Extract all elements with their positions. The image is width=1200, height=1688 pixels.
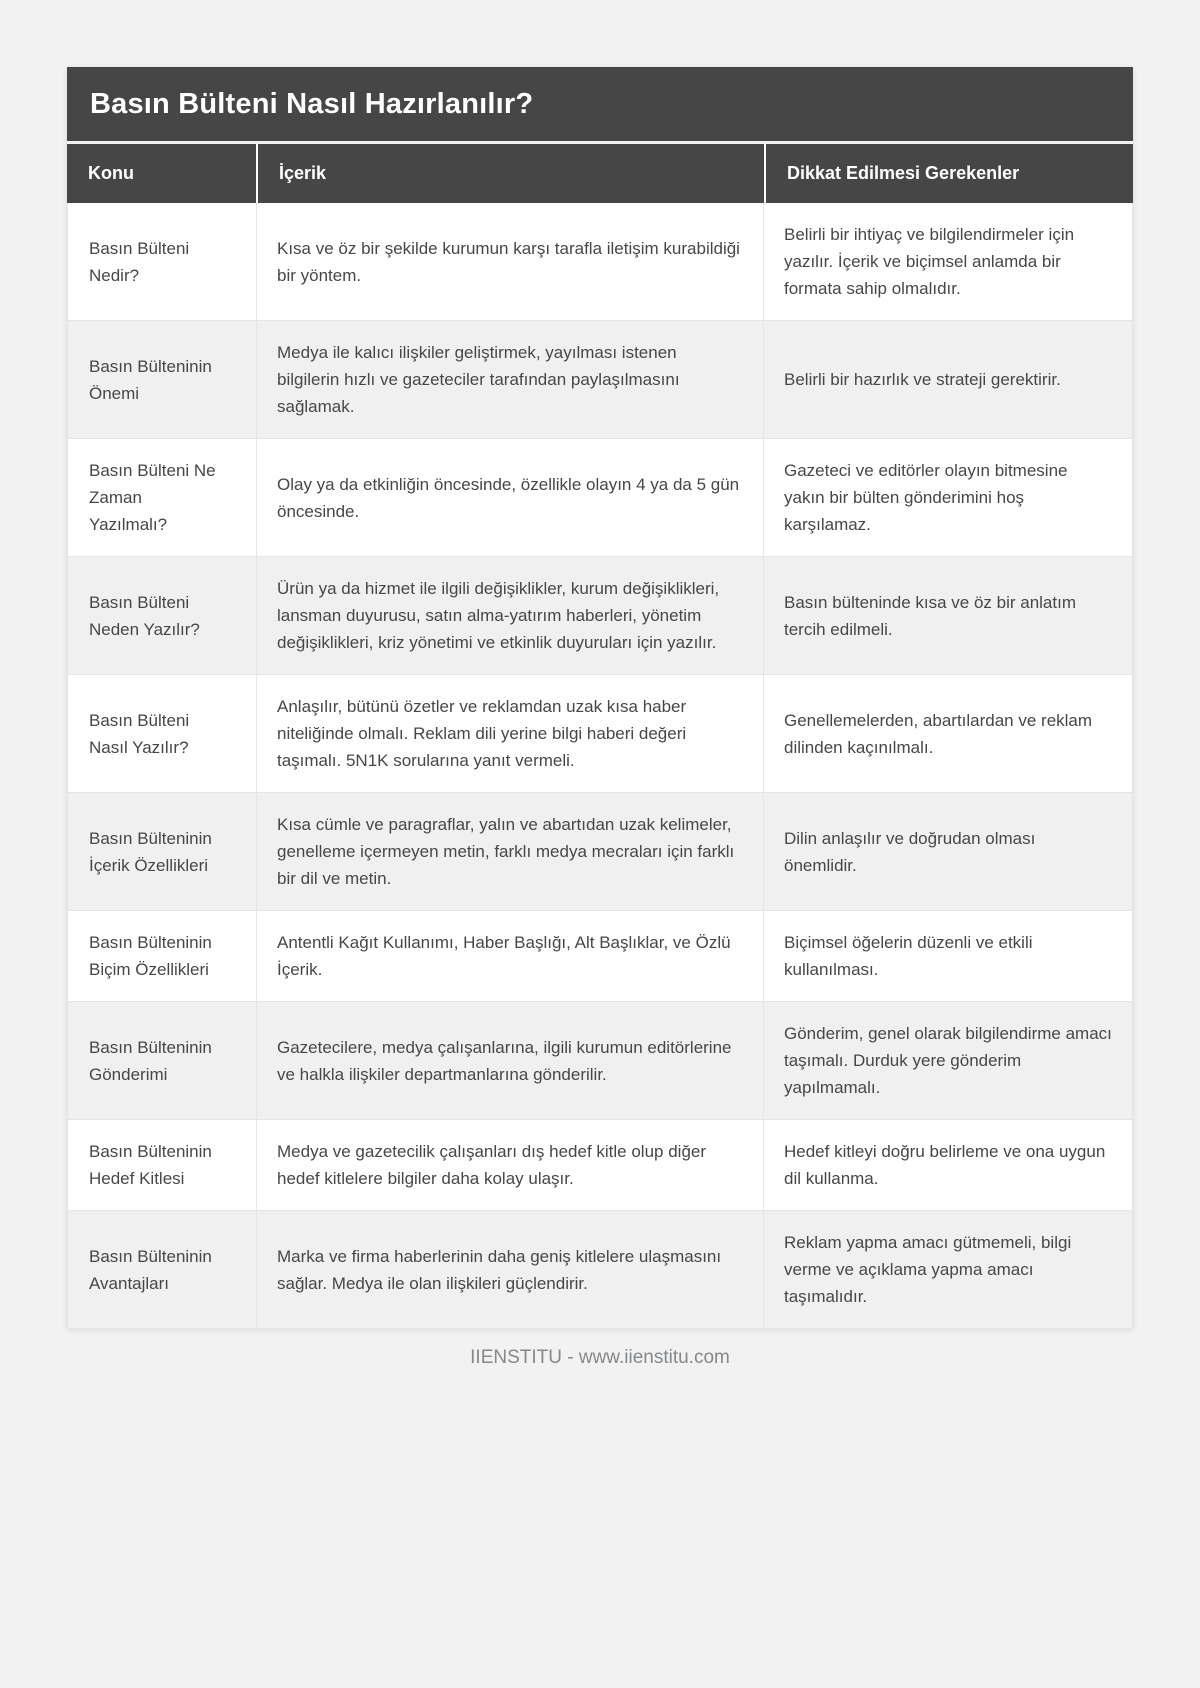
cell-content: Olay ya da etkinliğin öncesinde, özellikle olayın 4 ya da 5 gün öncesinde. xyxy=(256,439,763,556)
table-row xyxy=(68,203,1132,321)
cell-topic: Basın Bülteninin Gönderimi xyxy=(89,1037,212,1084)
cell-content: Antentli Kağıt Kullanımı, Haber Başlığı, Alt Başlıklar, ve Özlü İçerik. xyxy=(256,911,763,1001)
cell-attention: Gazeteci ve editörler olayın bitmesine yakın bir bülten gönderimini hoş karşılamaz. xyxy=(763,439,1132,556)
column-header-icerik: İçerik xyxy=(256,144,764,203)
table-body xyxy=(67,203,1133,1329)
cell-topic: Basın Bülteninin Hedef Kitlesi xyxy=(89,1142,212,1188)
footer-credit: IIENSTITU - www.iienstitu.com xyxy=(470,1347,730,1368)
table-row xyxy=(68,1002,1132,1120)
page-title: Basın Bülteni Nasıl Hazırlanılır? xyxy=(90,87,534,120)
cell-content: Kısa ve öz bir şekilde kurumun karşı tarafla iletişim kurabildiği bir yöntem. xyxy=(256,203,763,320)
cell-topic: Basın Bülteni Nasıl Yazılır? xyxy=(89,710,190,757)
cell-attention: Belirli bir ihtiyaç ve bilgilendirmeler için yazılır. İçerik ve biçimsel anlamda bir formata sahip olmalıdır. xyxy=(763,203,1132,320)
table-row xyxy=(68,1211,1132,1328)
press-release-guide-card xyxy=(67,67,1133,1329)
cell-attention: Gönderim, genel olarak bilgilendirme amacı taşımalı. Durduk yere gönderim yapılmamalı. xyxy=(763,1002,1132,1119)
cell-topic: Basın Bülteni Neden Yazılır? xyxy=(89,592,200,639)
cell-attention: Biçimsel öğelerin düzenli ve etkili kullanılması. xyxy=(763,911,1132,1001)
cell-content: Anlaşılır, bütünü özetler ve reklamdan uzak kısa haber niteliğinde olmalı. Reklam dili yerine bilgi haberi değeri taşımalı. 5N1K sorularına yanıt vermeli. xyxy=(256,675,763,792)
table-row xyxy=(68,911,1132,1002)
cell-attention: Basın bülteninde kısa ve öz bir anlatım tercih edilmeli. xyxy=(763,557,1132,674)
table-row xyxy=(68,1120,1132,1211)
table-row xyxy=(68,321,1132,439)
cell-topic: Basın Bülteni Nedir? xyxy=(89,238,190,285)
cell-attention: Dilin anlaşılır ve doğrudan olması önemlidir. xyxy=(763,793,1132,910)
column-header-dikkat: Dikkat Edilmesi Gerekenler xyxy=(764,144,1133,203)
cell-content: Medya ile kalıcı ilişkiler geliştirmek, yayılması istenen bilgilerin hızlı ve gazeteciler tarafından paylaşılmasını sağlamak. xyxy=(256,321,763,438)
cell-topic: Basın Bülteninin İçerik Özellikleri xyxy=(89,828,212,875)
cell-content: Medya ve gazetecilik çalışanları dış hedef kitle olup diğer hedef kitlelere bilgiler daha kolay ulaşır. xyxy=(256,1120,763,1210)
cell-attention: Reklam yapma amacı gütmemeli, bilgi verme ve açıklama yapma amacı taşımalıdır. xyxy=(763,1211,1132,1328)
cell-attention: Belirli bir hazırlık ve strateji gerektirir. xyxy=(763,321,1132,438)
table-header-row xyxy=(67,144,1133,203)
table-row xyxy=(68,557,1132,675)
table-row xyxy=(68,793,1132,911)
cell-attention: Genellemelerden, abartılardan ve reklam dilinden kaçınılmalı. xyxy=(763,675,1132,792)
cell-topic: Basın Bülteninin Önemi xyxy=(89,356,212,403)
table-row xyxy=(68,439,1132,557)
table-row xyxy=(68,675,1132,793)
title-banner xyxy=(67,67,1133,141)
cell-content: Marka ve firma haberlerinin daha geniş kitlelere ulaşmasını sağlar. Medya ile olan ilişkileri güçlendirir. xyxy=(256,1211,763,1328)
cell-attention: Hedef kitleyi doğru belirleme ve ona uygun dil kullanma. xyxy=(763,1120,1132,1210)
cell-content: Gazetecilere, medya çalışanlarına, ilgili kurumun editörlerine ve halkla ilişkiler departmanlarına gönderilir. xyxy=(256,1002,763,1119)
cell-content: Kısa cümle ve paragraflar, yalın ve abartıdan uzak kelimeler, genelleme içermeyen metin, farklı medya mecraları için farklı bir dil ve metin. xyxy=(256,793,763,910)
cell-topic: Basın Bülteninin Avantajları xyxy=(89,1246,212,1293)
cell-content: Ürün ya da hizmet ile ilgili değişiklikler, kurum değişiklikleri, lansman duyurusu, satın alma-yatırım haberleri, yönetim değişiklikleri, kriz yönetimi ve etkinlik duyuruları için yazılır. xyxy=(256,557,763,674)
cell-topic: Basın Bülteni Ne Zaman Yazılmalı? xyxy=(89,461,216,534)
cell-topic: Basın Bülteninin Biçim Özellikleri xyxy=(89,933,212,979)
column-header-konu: Konu xyxy=(88,163,134,183)
